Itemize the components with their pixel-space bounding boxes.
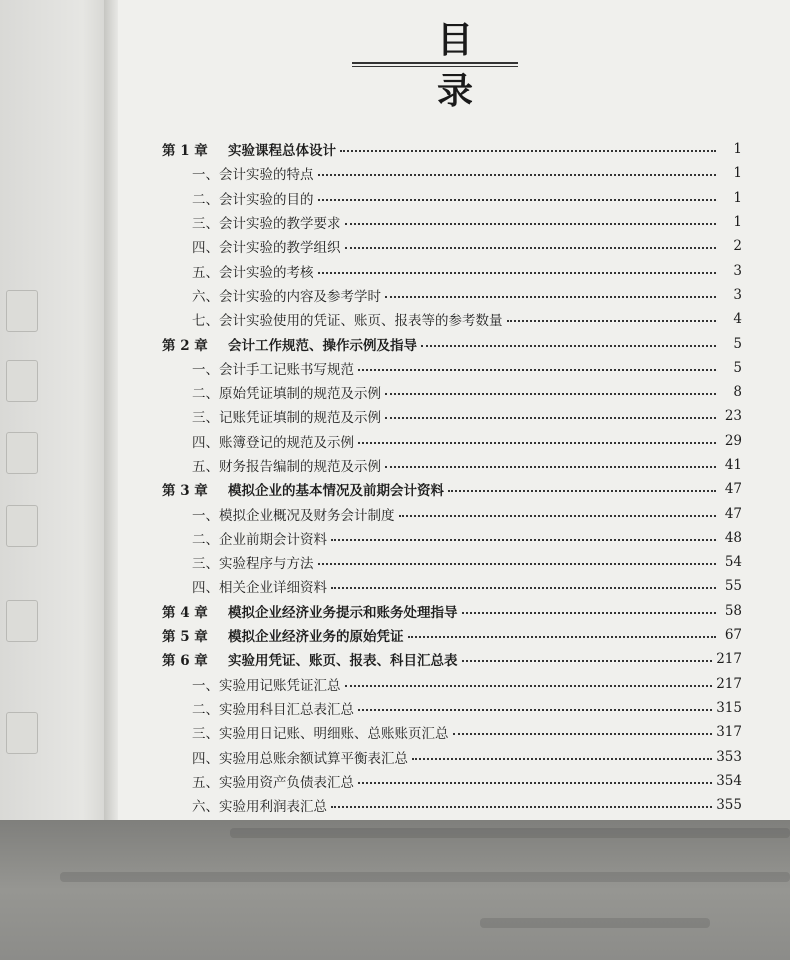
- entry-title: 一、会计实验的特点: [192, 167, 314, 184]
- chapter-number: 第 4 章: [162, 604, 208, 621]
- dot-leader: [345, 223, 717, 225]
- page-number: 48: [724, 529, 742, 546]
- dot-leader: [345, 247, 717, 249]
- dot-leader: [318, 174, 717, 176]
- toc-section-entry[interactable]: [162, 258, 742, 282]
- table-of-contents: [162, 137, 742, 817]
- dot-leader: [331, 806, 712, 808]
- dot-leader: [421, 345, 716, 347]
- dot-leader: [507, 320, 717, 322]
- entry-title: 一、会计手工记账书写规范: [192, 361, 354, 378]
- toc-section-entry[interactable]: [162, 574, 742, 598]
- entry-title: 四、相关企业详细资料: [192, 580, 327, 597]
- toc-section-entry[interactable]: [162, 672, 742, 696]
- page-tab: [6, 360, 38, 402]
- dot-leader: [331, 539, 716, 541]
- toc-section-entry[interactable]: [162, 186, 742, 210]
- dot-leader: [385, 417, 716, 419]
- toc-chapter-entry[interactable]: [162, 331, 742, 355]
- page-number: 1: [733, 214, 742, 231]
- entry-title: 四、会计实验的教学组织: [192, 240, 341, 257]
- chapter-number: 第 5 章: [162, 629, 208, 646]
- page-number: 58: [724, 602, 742, 619]
- page-number: 8: [733, 384, 742, 401]
- page-number: 1: [733, 141, 742, 158]
- page-tab: [6, 505, 38, 547]
- page-number: 67: [724, 627, 742, 644]
- dot-leader: [331, 587, 716, 589]
- entry-title: 四、账簿登记的规范及示例: [192, 434, 354, 451]
- dot-leader: [358, 442, 716, 444]
- dot-leader: [448, 490, 716, 492]
- title-underline: [352, 62, 518, 67]
- page-number: 217: [716, 675, 742, 692]
- dot-leader: [412, 758, 712, 760]
- entry-title: 五、财务报告编制的规范及示例: [192, 459, 381, 475]
- entry-title: 二、会计实验的目的: [192, 191, 314, 208]
- page-number: 54: [724, 554, 742, 571]
- dot-leader: [462, 660, 713, 662]
- toc-section-entry[interactable]: [162, 234, 742, 258]
- entry-title: 六、实验用利润表汇总: [192, 799, 327, 816]
- page-number: 2: [733, 238, 742, 255]
- dot-leader: [358, 782, 712, 784]
- dot-leader: [358, 369, 716, 371]
- page-title: 目 录: [436, 19, 513, 112]
- toc-section-entry[interactable]: [162, 501, 742, 525]
- dot-leader: [408, 636, 717, 638]
- entry-title: 三、会计实验的教学要求: [192, 216, 341, 233]
- toc-chapter-entry[interactable]: [162, 647, 742, 671]
- dot-leader: [318, 199, 717, 201]
- toc-section-entry[interactable]: [162, 526, 742, 550]
- entry-title: 实验课程总体设计: [228, 143, 336, 160]
- page-number: 5: [733, 335, 742, 352]
- page-number: 47: [724, 505, 742, 522]
- dot-leader: [385, 393, 716, 395]
- entry-title: 三、记账凭证填制的规范及示例: [192, 410, 381, 427]
- toc-chapter-entry[interactable]: [162, 137, 742, 161]
- page-number: 23: [724, 408, 742, 425]
- toc-section-entry[interactable]: [162, 283, 742, 307]
- dot-leader: [318, 272, 717, 274]
- page-tab: [6, 712, 38, 754]
- left-page: [0, 0, 118, 820]
- page-number: 41: [724, 457, 742, 473]
- toc-section-entry[interactable]: [162, 210, 742, 234]
- toc-chapter-entry[interactable]: [162, 477, 742, 501]
- chapter-number: 第 6 章: [162, 653, 208, 670]
- toc-section-entry[interactable]: [162, 453, 742, 477]
- page-number: 354: [716, 772, 742, 789]
- toc-section-entry[interactable]: [162, 720, 742, 744]
- toc-section-entry[interactable]: [162, 696, 742, 720]
- page-number: 1: [733, 165, 742, 182]
- dot-leader: [318, 563, 717, 565]
- toc-section-entry[interactable]: [162, 404, 742, 428]
- toc-section-entry[interactable]: [162, 380, 742, 404]
- entry-title: 会计工作规范、操作示例及指导: [228, 337, 417, 354]
- toc-section-entry[interactable]: [162, 769, 742, 793]
- page-number: 217: [716, 651, 742, 668]
- toc-section-entry[interactable]: [162, 161, 742, 185]
- entry-title: 实验用凭证、账页、报表、科目汇总表: [228, 653, 458, 670]
- entry-title: 二、企业前期会计资料: [192, 531, 327, 548]
- dot-leader: [340, 150, 716, 152]
- toc-section-entry[interactable]: [162, 356, 742, 380]
- page-number: 4: [733, 311, 742, 328]
- dot-leader: [385, 296, 716, 298]
- page-tab: [6, 290, 38, 332]
- page-number: 3: [733, 262, 742, 279]
- page-number: 5: [733, 359, 742, 376]
- chapter-number: 第 2 章: [162, 337, 208, 354]
- entry-title: 五、实验用资产负债表汇总: [192, 774, 354, 791]
- entry-title: 二、实验用科目汇总表汇总: [192, 701, 354, 718]
- entry-title: 模拟企业经济业务提示和账务处理指导: [228, 604, 458, 621]
- entry-title: 七、会计实验使用的凭证、账页、报表等的参考数量: [192, 313, 503, 330]
- entry-title: 六、会计实验的内容及参考学时: [192, 288, 381, 305]
- entry-title: 模拟企业的基本情况及前期会计资料: [228, 483, 444, 500]
- page-number: 29: [724, 432, 742, 449]
- page-number: 315: [716, 699, 742, 716]
- entry-title: 二、原始凭证填制的规范及示例: [192, 386, 381, 403]
- page-number: 47: [724, 481, 742, 498]
- entry-title: 一、实验用记账凭证汇总: [192, 677, 341, 694]
- dot-leader: [345, 685, 713, 687]
- toc-section-entry[interactable]: [162, 550, 742, 574]
- toc-chapter-entry[interactable]: [162, 599, 742, 623]
- dot-leader: [399, 515, 717, 517]
- chapter-number: 第 1 章: [162, 143, 208, 160]
- next-page-bleed: [0, 820, 790, 960]
- entry-title: 五、会计实验的考核: [192, 264, 314, 281]
- toc-chapter-entry[interactable]: [162, 623, 742, 647]
- toc-section-entry[interactable]: [162, 307, 742, 331]
- toc-section-entry[interactable]: [162, 429, 742, 453]
- page-number: 55: [724, 578, 742, 595]
- entry-title: 模拟企业经济业务的原始凭证: [228, 629, 404, 646]
- entry-title: 三、实验用日记账、明细账、总账账页汇总: [192, 726, 449, 743]
- page-number: 3: [733, 286, 742, 303]
- entry-title: 三、实验程序与方法: [192, 556, 314, 573]
- page-number: 317: [716, 724, 742, 741]
- dot-leader: [453, 733, 713, 735]
- entry-title: 四、实验用总账余额试算平衡表汇总: [192, 750, 408, 767]
- page-tab: [6, 432, 38, 474]
- entry-title: 一、模拟企业概况及财务会计制度: [192, 507, 395, 524]
- dot-leader: [358, 709, 712, 711]
- page-tab: [6, 600, 38, 642]
- toc-section-entry[interactable]: [162, 793, 742, 817]
- page-number: 1: [733, 189, 742, 206]
- toc-section-entry[interactable]: [162, 744, 742, 768]
- dot-leader: [462, 612, 717, 614]
- page-number: 353: [716, 748, 742, 765]
- dot-leader: [385, 466, 716, 468]
- chapter-number: 第 3 章: [162, 483, 208, 500]
- page-number: 355: [716, 797, 742, 814]
